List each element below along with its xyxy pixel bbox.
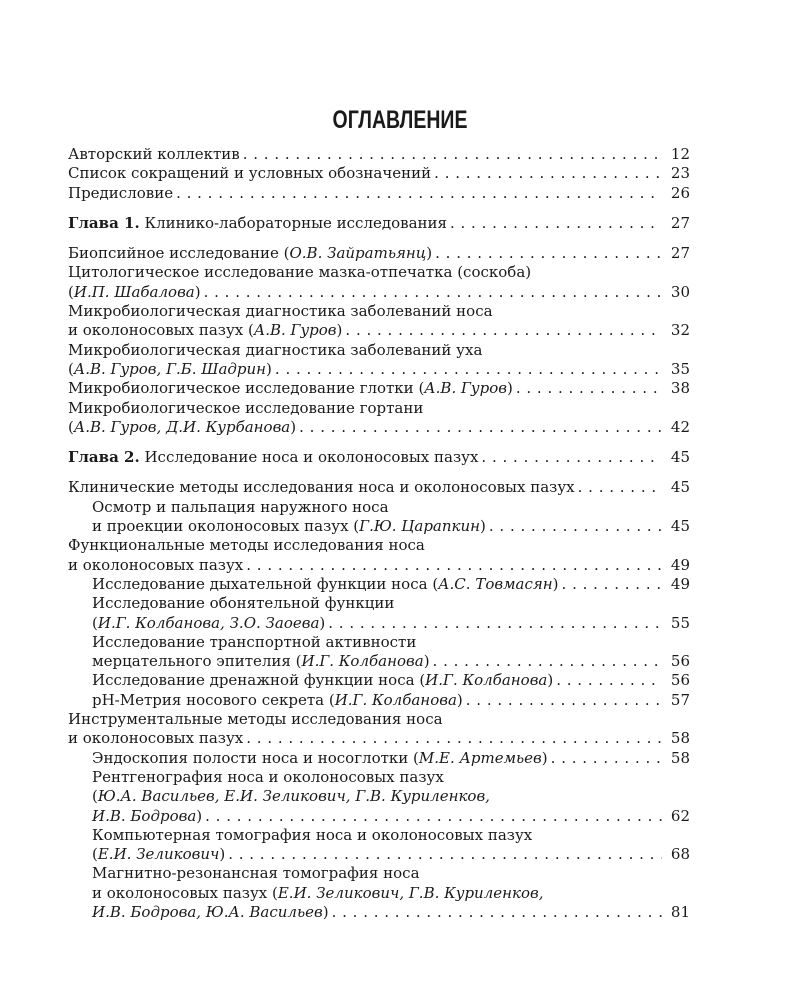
page-number: 81 xyxy=(670,902,690,921)
dot-leader xyxy=(450,214,662,233)
dot-leader xyxy=(246,729,662,748)
toc-entry-title xyxy=(68,418,690,437)
entry-text: ) xyxy=(547,671,554,690)
toc-entry-title xyxy=(92,575,690,594)
dot-leader xyxy=(275,360,662,379)
entry-text: и околоносовых пазух xyxy=(68,555,244,574)
toc-entry-line: Цитологическое исследование мазка-отпечатка (соскоба) xyxy=(68,263,532,282)
dot-leader xyxy=(176,184,662,203)
author-names: И.Г. Колбанова xyxy=(334,690,457,709)
page-number: 26 xyxy=(670,183,690,202)
author-names: Е.И. Зеликович xyxy=(97,845,220,864)
toc-entry[interactable] xyxy=(68,749,690,768)
toc-entry[interactable] xyxy=(68,302,690,341)
toc-entry-title xyxy=(92,517,690,536)
toc-entry[interactable] xyxy=(68,710,690,749)
entry-text: мерцательного эпителия ( xyxy=(92,652,302,671)
toc-entry-line: Инструментальные методы исследования носа xyxy=(68,710,443,729)
toc-entry[interactable] xyxy=(68,145,690,164)
toc-entry-line: Микробиологическая диагностика заболеваний уха xyxy=(68,340,483,359)
toc-entry[interactable] xyxy=(68,691,690,710)
entry-text: pH-Метрия носового секрета ( xyxy=(92,690,335,709)
entry-text: Исследование носа и околоносовых пазух xyxy=(139,448,479,467)
page-number: 27 xyxy=(670,244,690,263)
entry-text: ) xyxy=(423,652,430,671)
dot-leader xyxy=(578,478,662,497)
entry-text: ( xyxy=(68,359,74,378)
toc-entry-title xyxy=(68,360,690,379)
dot-leader xyxy=(205,807,662,826)
dot-leader xyxy=(299,418,662,437)
entry-text: ) xyxy=(266,359,272,378)
toc-entry-line: Магнитно-резонансная томография носа xyxy=(92,864,420,883)
entry-text: ( xyxy=(92,845,98,864)
toc-entry-line: Компьютерная томография носа и околоносовых пазух xyxy=(92,825,533,844)
page-number: 49 xyxy=(670,555,690,574)
toc-entry[interactable] xyxy=(68,164,690,183)
entry-text: Предисловие xyxy=(68,183,174,202)
entry-text: ) xyxy=(196,806,203,825)
entry-text: ) xyxy=(456,690,463,709)
page-number: 49 xyxy=(670,574,690,593)
toc-entry[interactable] xyxy=(68,379,690,398)
entry-text: ) xyxy=(290,417,297,436)
entry-text: Клинико-лабораторные исследования xyxy=(139,213,447,232)
dot-leader xyxy=(204,283,662,302)
toc-entry-line: Микробиологическое исследование гортани xyxy=(68,398,424,417)
toc-entry[interactable] xyxy=(68,478,690,497)
dot-leader xyxy=(328,614,662,633)
toc-entry[interactable] xyxy=(68,633,690,672)
dot-leader xyxy=(332,903,662,922)
author-names: А.В. Гуров xyxy=(253,321,337,340)
toc-entry-title xyxy=(68,244,690,263)
toc-entry[interactable] xyxy=(68,594,690,633)
toc-entry[interactable] xyxy=(68,498,690,537)
toc-entry-title xyxy=(68,283,690,302)
entry-text: и проекции околоносовых пазух ( xyxy=(92,517,360,536)
author-names: И.П. Шабалова xyxy=(73,282,195,301)
toc-entry[interactable] xyxy=(68,671,690,690)
entry-text: Исследование дыхательной функции носа ( xyxy=(92,574,439,593)
page-number: 30 xyxy=(670,282,690,301)
author-names: И.Г. Колбанова, З.О. Заоева xyxy=(97,613,320,632)
page-number: 12 xyxy=(670,145,690,163)
dot-leader xyxy=(434,164,662,183)
entry-text: Эндоскопия полости носа и носоглотки ( xyxy=(92,748,419,767)
dot-leader xyxy=(556,671,662,690)
author-names: Г.Ю. Царапкин xyxy=(359,517,481,536)
dot-leader xyxy=(466,691,662,710)
author-names: А.В. Гуров xyxy=(424,379,507,398)
entry-text: ) xyxy=(426,244,433,263)
dot-leader xyxy=(246,556,662,575)
toc-entry-title xyxy=(68,478,690,497)
toc-entry[interactable] xyxy=(68,399,690,438)
toc-entry-line: Рентгенография носа и околоносовых пазух xyxy=(92,767,444,786)
author-names: И.В. Бодрова xyxy=(92,806,197,825)
toc-entry-title xyxy=(92,749,690,768)
entry-text: ) xyxy=(322,902,329,921)
toc-entry-title xyxy=(92,691,690,710)
author-names: А.В. Гуров, Г.Б. Шадрин xyxy=(73,359,267,378)
toc-entry-title xyxy=(68,214,690,233)
toc-entry-title xyxy=(92,807,690,826)
entry-text: ) xyxy=(480,517,486,536)
entry-text: ) xyxy=(336,321,343,340)
toc-entry-title xyxy=(68,321,690,340)
author-names: М.Е. Артемьев xyxy=(418,748,542,767)
toc-entry-line: Исследование транспортной активности xyxy=(92,632,417,651)
toc-entry[interactable] xyxy=(68,864,690,922)
toc-entry[interactable] xyxy=(68,244,690,263)
entry-text: Микробиологическое исследование глотки ( xyxy=(68,379,425,398)
author-names: И.В. Бодрова, Ю.А. Васильев xyxy=(92,902,323,921)
page-number: 58 xyxy=(670,729,690,748)
entry-text: ) xyxy=(506,379,513,398)
entry-text: ) xyxy=(194,282,201,301)
entry-text: Исследование дренажной функции носа ( xyxy=(92,671,426,690)
toc-entry-line: Исследование обонятельной функции xyxy=(92,594,395,613)
page-number: 23 xyxy=(670,164,690,183)
page-number: 68 xyxy=(670,845,690,864)
dot-leader xyxy=(243,145,662,164)
author-names: А.В. Гуров, Д.И. Курбанова xyxy=(73,417,291,436)
toc-entry-title xyxy=(92,614,690,633)
toc-entry-title xyxy=(92,671,690,690)
toc-entry-title xyxy=(68,145,690,164)
page-number: 56 xyxy=(670,671,690,690)
page-title: ОГЛАВЛЕНИЕ xyxy=(332,106,468,134)
dot-leader xyxy=(228,845,662,864)
toc-entry[interactable] xyxy=(68,575,690,594)
page-number: 45 xyxy=(670,478,690,497)
page-number: 56 xyxy=(670,652,690,671)
toc-entry-title xyxy=(68,729,690,748)
author-names: И.Г. Колбанова xyxy=(301,652,424,671)
dot-leader xyxy=(345,321,662,340)
toc-entry-title xyxy=(92,652,690,671)
table-of-contents xyxy=(68,145,690,922)
entry-text: Биопсийное исследование ( xyxy=(68,244,290,263)
toc-entry[interactable] xyxy=(68,214,690,233)
toc-entry-title xyxy=(68,379,690,398)
page-number: 45 xyxy=(670,517,690,536)
dot-leader xyxy=(481,448,662,467)
toc-entry-line: и околоносовых пазух (Е.И. Зеликович, Г.В. Куриленков, xyxy=(92,883,544,902)
toc-entry-line: Микробиологическая диагностика заболеваний носа xyxy=(68,302,493,321)
toc-entry-title xyxy=(92,903,690,922)
toc-entry-title xyxy=(68,556,690,575)
dot-leader xyxy=(562,575,662,594)
entry-text: ) xyxy=(219,845,226,864)
toc-entry-line: Осмотр и пальпация наружного носа xyxy=(92,497,389,516)
author-names: А.С. Товмасян xyxy=(438,574,553,593)
page-number: 42 xyxy=(670,417,690,436)
toc-entry-title xyxy=(68,164,690,183)
page-number: 57 xyxy=(670,690,690,709)
entry-text: Клинические методы исследования носа и околоносовых пазух xyxy=(68,478,575,497)
toc-entry[interactable] xyxy=(68,448,690,467)
entry-text: ( xyxy=(92,613,98,632)
page-number: 32 xyxy=(670,321,690,340)
entry-text: и околоносовых пазух ( xyxy=(68,321,254,340)
toc-entry-line: (Ю.А. Васильев, Е.И. Зеликович, Г.В. Куриленков, xyxy=(92,787,490,806)
toc-entry[interactable] xyxy=(68,826,690,865)
toc-entry-line: Функциональные методы исследования носа xyxy=(68,536,425,555)
toc-entry[interactable] xyxy=(68,768,690,826)
author-names: И.Г. Колбанова xyxy=(425,671,548,690)
page-number: 35 xyxy=(670,359,690,378)
page-number: 62 xyxy=(670,806,690,825)
dot-leader xyxy=(435,244,662,263)
chapter-label: Глава 1. xyxy=(68,213,140,232)
toc-entry-title xyxy=(68,448,690,467)
page-number: 38 xyxy=(670,379,690,398)
entry-text: ) xyxy=(552,574,559,593)
entry-text: ( xyxy=(68,282,74,301)
dot-leader xyxy=(516,379,662,398)
toc-entry[interactable] xyxy=(68,536,690,575)
entry-text: Список сокращений и условных обозначений xyxy=(68,164,432,183)
page-number: 27 xyxy=(670,213,690,232)
author-names: Ю.А. Васильев, Е.И. Зеликович, Г.В. Куриленков, xyxy=(97,787,490,806)
toc-entry-title xyxy=(68,184,690,203)
toc-entry[interactable] xyxy=(68,184,690,203)
chapter-label: Глава 2. xyxy=(68,448,140,467)
entry-text: ) xyxy=(541,748,548,767)
toc-entry[interactable] xyxy=(68,263,690,302)
author-names: Е.И. Зеликович, Г.В. Куриленков, xyxy=(277,883,544,902)
toc-entry[interactable] xyxy=(68,341,690,380)
page-number: 55 xyxy=(670,613,690,632)
page-number: 58 xyxy=(670,748,690,767)
dot-leader xyxy=(489,517,662,536)
toc-entry-title xyxy=(92,845,690,864)
entry-text: ) xyxy=(319,613,326,632)
entry-text: ( xyxy=(68,417,74,436)
entry-text: и околоносовых пазух xyxy=(68,729,244,748)
dot-leader xyxy=(551,749,662,768)
entry-text: Авторский коллектив xyxy=(68,145,240,163)
page-number: 45 xyxy=(670,448,690,467)
dot-leader xyxy=(433,652,662,671)
author-names: О.В. Зайратьянц xyxy=(289,244,427,263)
